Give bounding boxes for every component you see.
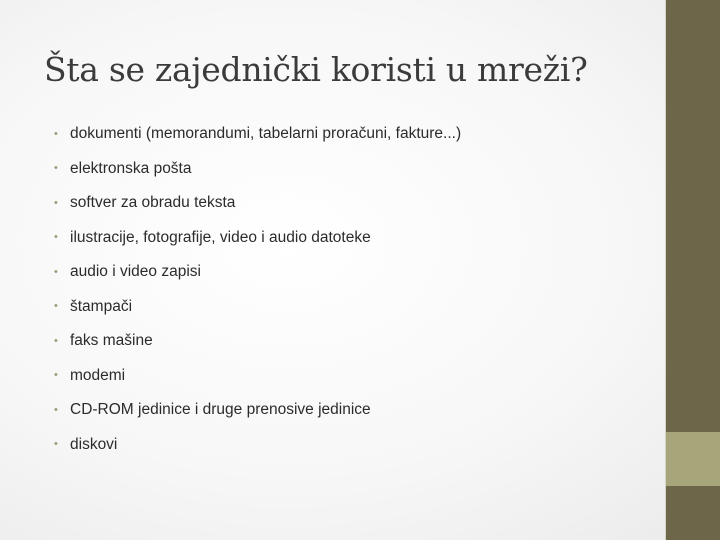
bullet-text: ilustracije, fotografije, video i audio datoteke — [70, 228, 371, 246]
bullet-text: elektronska pošta — [70, 159, 192, 177]
bullet-text: softver za obradu teksta — [70, 194, 236, 212]
list-item — [54, 221, 654, 256]
bullet-icon: • — [54, 265, 58, 278]
bullet-icon: • — [54, 334, 58, 347]
list-item — [54, 152, 654, 187]
bullet-icon: • — [54, 231, 58, 244]
bullet-icon: • — [54, 196, 58, 209]
list-item — [54, 117, 654, 152]
sidebar-accent-block — [666, 432, 720, 486]
list-item — [54, 255, 654, 290]
slide-title: Šta se zajednički koristi u mreži? — [44, 50, 588, 89]
bullet-icon: • — [54, 403, 58, 416]
bullet-text: modemi — [70, 366, 126, 384]
bullet-icon: • — [54, 300, 58, 313]
bullet-text: faks mašine — [70, 332, 153, 350]
list-item — [54, 359, 654, 394]
list-item — [54, 393, 654, 428]
bullet-icon: • — [54, 127, 58, 140]
bullet-text: CD-ROM jedinice i druge prenosive jedinice — [70, 401, 371, 419]
list-item — [54, 186, 654, 221]
bullet-icon: • — [54, 438, 58, 451]
bullet-icon: • — [54, 162, 58, 175]
bullet-text: diskovi — [70, 435, 118, 453]
list-item — [54, 324, 654, 359]
bullet-icon: • — [54, 369, 58, 382]
bullet-text: audio i video zapisi — [70, 263, 201, 281]
bullet-text: dokumenti (memorandumi, tabelarni proračuni, fakture...) — [70, 125, 462, 143]
list-item — [54, 428, 654, 463]
bullet-list — [54, 117, 654, 462]
list-item — [54, 290, 654, 325]
bullet-text: štampači — [70, 297, 133, 315]
